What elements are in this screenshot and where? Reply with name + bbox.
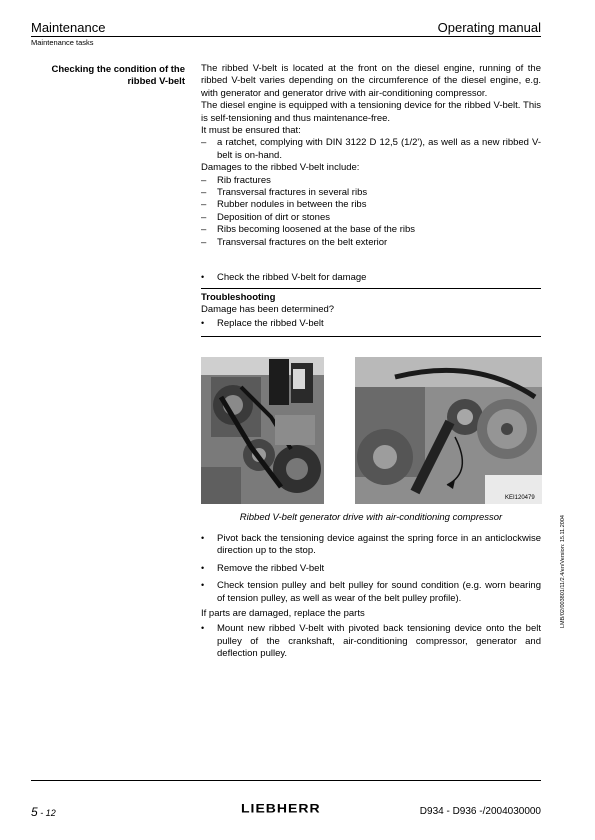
dash-marker: –	[201, 224, 207, 236]
side-heading: Checking the condition of the ribbed V-belt	[51, 64, 185, 87]
if-damaged-text: If parts are damaged, replace the parts	[201, 608, 365, 620]
page-number-main: 5	[31, 805, 38, 819]
section-rule	[201, 288, 541, 289]
engine-photo-right	[355, 357, 542, 504]
step-mount	[201, 623, 541, 660]
page-number-sub: - 12	[37, 808, 56, 818]
step-check-pulley-text: Check tension pulley and belt pulley for sound condition (e.g. worn bearing of tension pulley, as well as wear of the belt pulley profile).	[217, 580, 541, 604]
step-remove-text: Remove the ribbed V-belt	[217, 562, 325, 574]
damage-text: Ribs becoming loosened at the base of the ribs	[217, 224, 416, 236]
header-doc-type: Operating manual	[437, 20, 541, 35]
brand-logo: LIEBHERR	[241, 801, 321, 815]
bullet-marker: •	[201, 317, 205, 328]
dash-marker: –	[201, 211, 207, 223]
damage-item	[201, 212, 541, 224]
header-section: Maintenance	[31, 20, 106, 35]
step-remove	[201, 563, 541, 575]
header-subsection: Maintenance tasks	[31, 38, 94, 47]
image-code: KEI120479	[505, 495, 535, 501]
troubleshooting-action	[201, 318, 541, 330]
dash-marker: –	[201, 199, 207, 211]
damage-text: Rubber nodules in between the ribs	[217, 199, 367, 211]
must-ensure-text: It must be ensured that:	[201, 125, 301, 137]
figure-caption: Ribbed V-belt generator drive with air-conditioning compressor	[239, 512, 503, 523]
dash-marker: –	[201, 187, 207, 199]
step-pivot-text: Pivot back the tensioning device against the spring force in an anticlockwise direction up to the stop.	[217, 533, 541, 557]
ensure-item	[201, 137, 541, 162]
damage-item	[201, 224, 541, 236]
check-step	[201, 272, 557, 284]
damage-text: Transversal fractures on the belt exterior	[217, 236, 388, 248]
damages-heading: Damages to the ribbed V-belt include:	[201, 162, 360, 174]
bullet-marker: •	[201, 562, 205, 573]
damage-item	[201, 199, 541, 211]
troubleshooting-action-text: Replace the ribbed V-belt	[217, 317, 324, 329]
bullet-marker: •	[201, 580, 205, 591]
dash-marker: –	[201, 236, 207, 248]
damage-item	[201, 187, 541, 199]
damage-item	[201, 237, 541, 249]
bullet-marker: •	[201, 272, 205, 282]
step-pivot	[201, 533, 541, 558]
intro-block	[201, 63, 541, 249]
troubleshooting-question: Damage has been determined?	[201, 304, 335, 316]
footer-rule	[31, 780, 541, 781]
bullet-marker: •	[201, 623, 205, 634]
troubleshooting-block	[201, 292, 541, 330]
damage-text: Deposition of dirt or stones	[217, 211, 331, 223]
page-number	[31, 805, 56, 819]
step-check-pulley	[201, 580, 541, 605]
dash-marker: –	[201, 137, 207, 149]
step-mount-text: Mount new ribbed V-belt with pivoted back tensioning device onto the belt pulley of the crankshaft, air-conditioning compressor, generator and deflection pulley.	[217, 623, 541, 660]
footer-model: D934 - D936 -/2004030000	[419, 806, 541, 817]
steps-block	[201, 533, 541, 661]
intro-paragraph-2: The diesel engine is equipped with a tensioning device for the ribbed V-belt. This is self-tensioning and thus maintenance-free.	[201, 100, 541, 124]
check-step-text: Check the ribbed V-belt for damage	[217, 272, 367, 283]
dash-marker: –	[201, 174, 207, 186]
header-rule	[31, 36, 541, 37]
damage-text: Transversal fractures in several ribs	[217, 187, 368, 199]
troubleshooting-title: Troubleshooting	[201, 292, 276, 303]
damage-item	[201, 175, 541, 187]
document-version-note: LMB/02/003801/11/2.4/en/Version: 15.11.2004	[560, 515, 566, 628]
section-rule	[201, 336, 541, 337]
intro-paragraph-1: The ribbed V-belt is located at the front on the diesel engine, running of the ribbed V-belt varies depending on the circumference of the diesel engine, e.g. with generator and generator drive with air-conditioning compressor.	[201, 63, 541, 99]
damage-text: Rib fractures	[217, 174, 271, 186]
ensure-item-text: a ratchet, complying with DIN 3122 D 12,5 (1/2'), as well as a new ribbed V-belt is on-hand.	[217, 137, 541, 161]
bullet-marker: •	[201, 533, 205, 543]
engine-photo-left	[201, 357, 324, 504]
